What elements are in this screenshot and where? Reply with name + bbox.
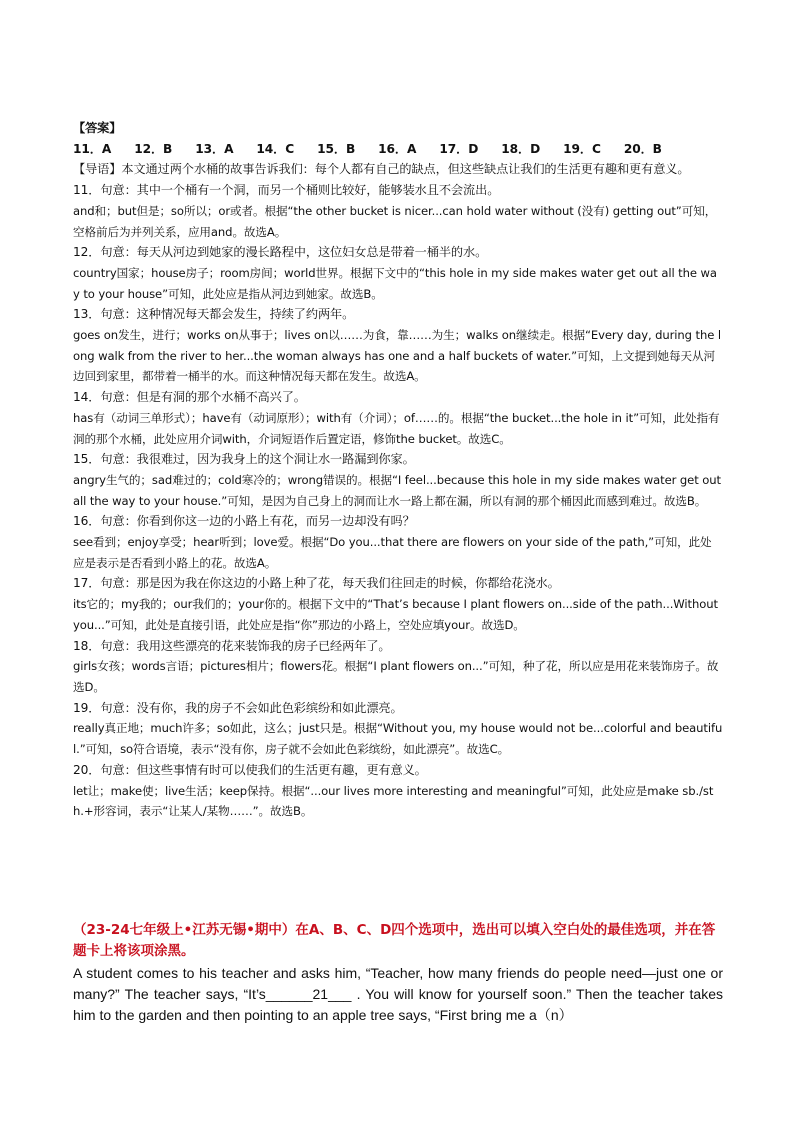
answer-item: 19．C [563, 141, 601, 156]
question-meaning: 13．句意：这种情况每天都会发生，持续了约两年。 [73, 307, 355, 322]
answer-item: 16．A [378, 141, 417, 156]
question-explanation: girls女孩；words言语；pictures相片；flowers花。根据“I plant flowers on...”可知，种了花，所以应是用花来装饰房子。故选D。 [73, 659, 719, 694]
answer-item: 12．B [134, 141, 173, 156]
answer-item: 11．A [73, 141, 112, 156]
question-meaning: 15．句意：我很难过，因为我身上的这个洞让水一路漏到你家。 [73, 452, 415, 467]
question-meaning: 17．句意：那是因为我在你这边的小路上种了花，每天我们往回走的时候，你都给花浇水。 [73, 576, 560, 591]
question-meaning: 20．句意：但这些事情有时可以使我们的生活更有趣，更有意义。 [73, 762, 427, 777]
question-meaning: 11．句意：其中一个桶有一个洞，而另一个桶则比较好，能够装水且不会流出。 [73, 183, 500, 198]
question-explanation: and和；but但是；so所以；or或者。根据“the other bucket is nicer...can hold water without (没有) getting out”可知，空格前后为并列关系，应用and。故选A。 [73, 203, 717, 239]
question-explanation: country国家；house房子；room房间；world世界。根据下文中的“this hole in my side makes water get out all the way to your house”可知，此处应是指从河边到她家。故选B。 [73, 265, 717, 301]
question-meaning: 19．句意：没有你，我的房子不会如此色彩缤纷和如此漂亮。 [73, 700, 403, 715]
question-explanation: its它的；my我的；our我们的；your你的。根据下文中的“That’s because I plant flowers on...side of the path...Without you...”可知，此处是直接引语，此处应是指“你”那边的小路上，空处应填your。故选D。 [73, 597, 718, 632]
answer-list [73, 139, 723, 160]
section-header: （23-24七年级上•江苏无锡•期中）在A、B、C、D四个选项中，选出可以填入空白处的最佳选项，并在答题卡上将该项涂黑。 [73, 921, 716, 959]
question-explanation: goes on发生，进行；works on从事于；lives on以……为食，靠……为生；walks on继续走。根据“Every day, during the long walk from the river to her...the woman always has one and a half buckets of water.”可知，上文提到她每天从河边回到家里，都带着一桶半的水。而这种情况每天都在发生。故选A。 [73, 328, 721, 384]
answer-key-section [73, 118, 723, 822]
question-meaning: 16．句意：你看到你这一边的小路上有花，而另一边却没有吗？ [73, 514, 415, 529]
question-meaning: 12．句意：每天从河边到她家的漫长路程中，这位妇女总是带着一桶半的水。 [73, 245, 488, 260]
question-explanation: angry生气的；sad难过的；cold寒冷的；wrong错误的。根据“I feel...because this hole in my side makes water get out all the way to your house.”可知，是因为自己身上的洞而让水一路上都在漏，所以有洞的那个桶因此而感到难过。故选B。 [73, 472, 721, 508]
answer-item: 13．A [195, 141, 234, 156]
answer-item: 15．B [317, 141, 356, 156]
answer-item: 14．C [256, 141, 295, 156]
guide-paragraph [73, 159, 723, 180]
question-explanation: let让；make使；live生活；keep保持。根据“...our lives more interesting and meaningful”可知，此处应是make sb./sth.+形容词，表示“让某人/某物……”。故选B。 [73, 783, 714, 819]
answer-heading: 【答案】 [73, 121, 122, 135]
question-explanation: see看到；enjoy享受；hear听到；love爱。根据“Do you...that there are flowers on your side of the path,”可知，此处应是表示是否看到小路上的花。故选A。 [73, 535, 712, 570]
reading-passage: A student comes to his teacher and asks him, “Teacher, how many friends do people need—just one or many?” The teacher says, “It’s______21___ . You will know for yourself soon.” Then the teacher takes him to the garden and then pointing to an apple tree says, “First bring me a（n） [73, 965, 723, 1023]
guide-text: 本文通过两个水桶的故事告诉我们：每个人都有自己的缺点，但这些缺点让我们的生活更有趣和更有意义。 [121, 162, 690, 177]
question-explanation: has有（动词三单形式）；have有（动词原形）；with有（介词）；of……的。根据“the bucket...the hole in it”可知，此处指有洞的那个水桶，此处应用介词with，介词短语作后置定语，修饰the bucket。故选C。 [73, 410, 720, 446]
answer-item: 20．B [623, 141, 662, 156]
question-meaning: 14．句意：但是有洞的那个水桶不高兴了。 [73, 390, 306, 405]
question-explanation: really真正地；much许多；so如此，这么；just只是。根据“Without you, my house would not be...colorful and beautiful.”可知，so符合语境，表示“没有你，房子就不会如此色彩缤纷，如此漂亮”。故选C。 [73, 721, 723, 757]
question-meaning: 18．句意：我用这些漂亮的花来装饰我的房子已经两年了。 [73, 638, 391, 653]
answer-item: 17．D [439, 141, 479, 156]
answer-item: 18．D [501, 141, 541, 156]
guide-label: 【导语】 [73, 162, 122, 177]
